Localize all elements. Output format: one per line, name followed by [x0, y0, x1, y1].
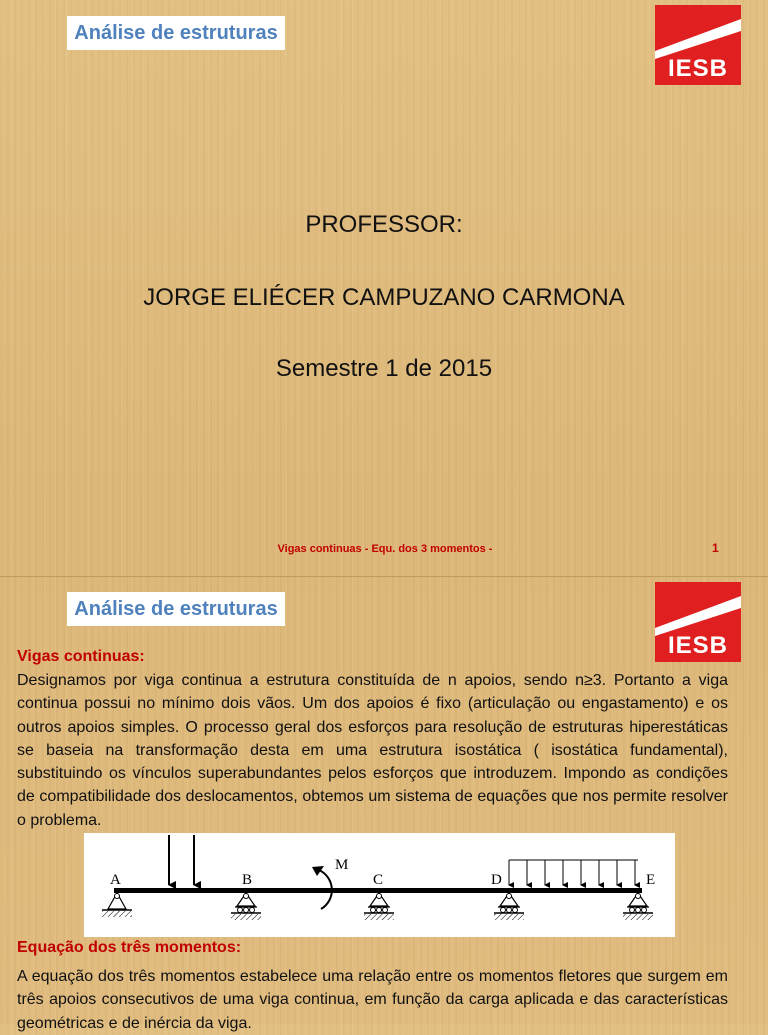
iesb-logo [655, 5, 741, 85]
beam-diagram [84, 833, 675, 937]
paragraph-vigas: Designamos por viga continua a estrutura constituída de n apoios, sendo n≥3. Portanto a viga continua possui no mínimo dois vãos. Um dos apoios é fixo (articulação ou engastamento) e os outros apoios simples. O processo geral dos esforços para resolução de estruturas hiperestáticas se baseia na transformação desta em uma estrutura isostática ( isostática fundamental), substituindo os vínculos superabundantes pelos esforços que introduzem. Impondo as condições de compatibilidade dos deslocamentos, obtemos um sistema de equações que nos permite resolver o problema. [17, 672, 728, 829]
slide-header: Análise de estruturas [67, 592, 285, 626]
section-title-equacao: Equação dos três momentos: [17, 939, 242, 956]
page-number: 1 [712, 541, 719, 555]
label-d: D [491, 872, 502, 888]
support-e-icon [623, 893, 653, 920]
logo-text: IESB [667, 632, 728, 659]
logo-text: IESB [667, 55, 728, 82]
semester-text: Semestre 1 de 2015 [275, 355, 493, 382]
support-b-icon [231, 893, 261, 920]
slide-header: Análise de estruturas [67, 16, 285, 50]
iesb-logo [655, 582, 741, 662]
section-title-vigas: Vigas continuas: [17, 648, 145, 665]
beam [114, 888, 642, 893]
label-c: C [373, 872, 384, 888]
label-a: A [110, 872, 121, 888]
slide-footer: Vigas continuas - Equ. dos 3 momentos - [277, 543, 493, 555]
professor-name: JORGE ELIÉCER CAMPUZANO CARMONA [143, 284, 625, 311]
label-e: E [646, 872, 656, 888]
support-d-icon [494, 893, 524, 920]
label-b: B [242, 872, 253, 888]
paragraph-equacao: A equação dos três momentos estabelece uma relação entre os momentos fletores que surgem em três apoios consecutivos de uma viga continua, em função da carga aplicada e das características geométricas e de inércia da viga. [17, 968, 728, 1032]
distributed-load-icon [509, 860, 638, 885]
support-c-icon [364, 893, 394, 920]
professor-label: PROFESSOR: [305, 211, 463, 238]
slide-2 [0, 576, 768, 1032]
label-m: M [335, 857, 349, 873]
support-a-icon [102, 893, 132, 917]
